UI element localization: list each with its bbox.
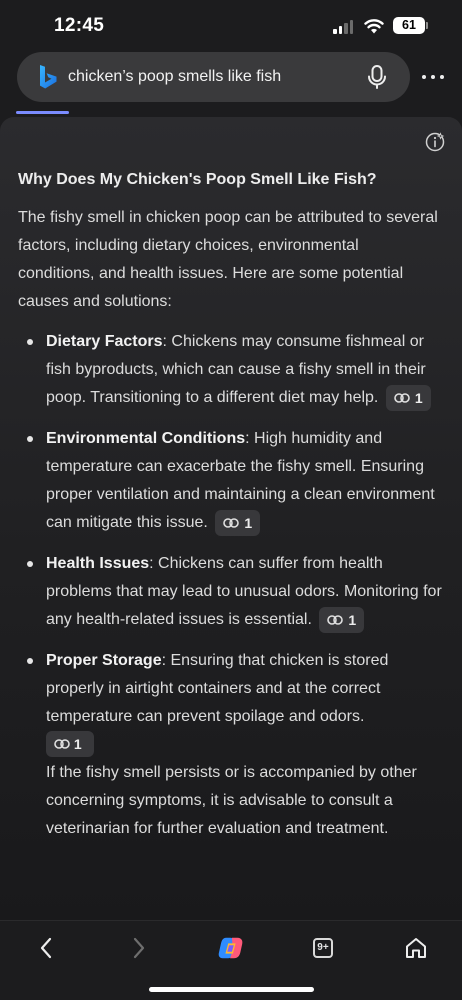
link-icon [327, 615, 343, 625]
link-icon [394, 393, 410, 403]
point-text: : Chickens can suffer from health problems that may lead to unusual odors. Monitoring for any health-related issues is essential. [46, 555, 442, 628]
tabs-icon[interactable] [310, 935, 336, 961]
tab-indicator [16, 111, 69, 114]
point-title: Environmental Conditions [46, 430, 246, 447]
wifi-icon [364, 18, 384, 34]
point-title: Dietary Factors [46, 333, 163, 350]
answer-intro: The fishy smell in chicken poop can be attributed to several factors, including dietary choices, environmental conditions, and health issues. Here are some potential causes and solutions: [18, 209, 438, 310]
list-item [0, 550, 462, 634]
battery-icon: 61 [393, 17, 425, 34]
more-icon[interactable] [422, 66, 444, 88]
point-text: : Chickens may consume fishmeal or fish byproducts, which can cause a fishy smell in their poop. Transitioning to a different diet may help. [46, 333, 426, 406]
info-icon[interactable] [425, 132, 445, 152]
forward-icon[interactable] [126, 935, 152, 961]
microphone-icon[interactable] [365, 64, 389, 90]
status-time: 12:45 [54, 15, 105, 36]
link-icon [223, 518, 239, 528]
search-bar[interactable] [17, 52, 410, 102]
list-item [0, 328, 462, 412]
battery-tip [426, 22, 428, 29]
point-title: Health Issues [46, 555, 150, 572]
bullet-icon [27, 561, 33, 567]
bing-logo-icon [37, 64, 59, 90]
list-item [0, 647, 462, 843]
closing-text: If the fishy smell persists or is accompanied by other concerning symptoms, it is advisable to consult a veterinarian for further evaluation and treatment. [46, 764, 417, 837]
citation-badge[interactable] [215, 510, 260, 536]
search-query[interactable]: chicken’s poop smells like fish [68, 68, 282, 85]
point-text: : High humidity and temperature can exacerbate the fishy smell. Ensuring proper ventilation and maintaining a clean environment can mitigate this issue. [46, 430, 435, 531]
link-icon [54, 739, 70, 749]
cause-list [0, 328, 462, 856]
citation-badge[interactable] [319, 607, 364, 633]
status-bar [0, 0, 462, 52]
citation-number: 1 [244, 514, 253, 531]
answer-title: Why Does My Chicken's Poop Smell Like Fish? [18, 171, 377, 188]
citation-badge[interactable] [46, 731, 94, 757]
signal-icon [333, 20, 353, 34]
home-icon[interactable] [403, 935, 429, 961]
citation-badge[interactable] [386, 385, 431, 411]
point-text: : Ensuring that chicken is stored properly in airtight containers and at the correct temperature can prevent spoilage and odors. [46, 652, 389, 725]
copilot-icon[interactable] [218, 935, 244, 961]
home-indicator[interactable] [149, 987, 314, 992]
citation-number: 1 [348, 611, 357, 628]
bullet-icon [27, 658, 33, 664]
tab-count: 9+ [313, 938, 333, 958]
citation-number: 1 [414, 389, 423, 406]
citation-number: 1 [73, 736, 82, 752]
list-item [0, 425, 462, 537]
back-icon[interactable] [33, 935, 59, 961]
point-title: Proper Storage [46, 652, 162, 669]
answer-card [0, 117, 462, 920]
bullet-icon [27, 339, 33, 345]
bullet-icon [27, 436, 33, 442]
